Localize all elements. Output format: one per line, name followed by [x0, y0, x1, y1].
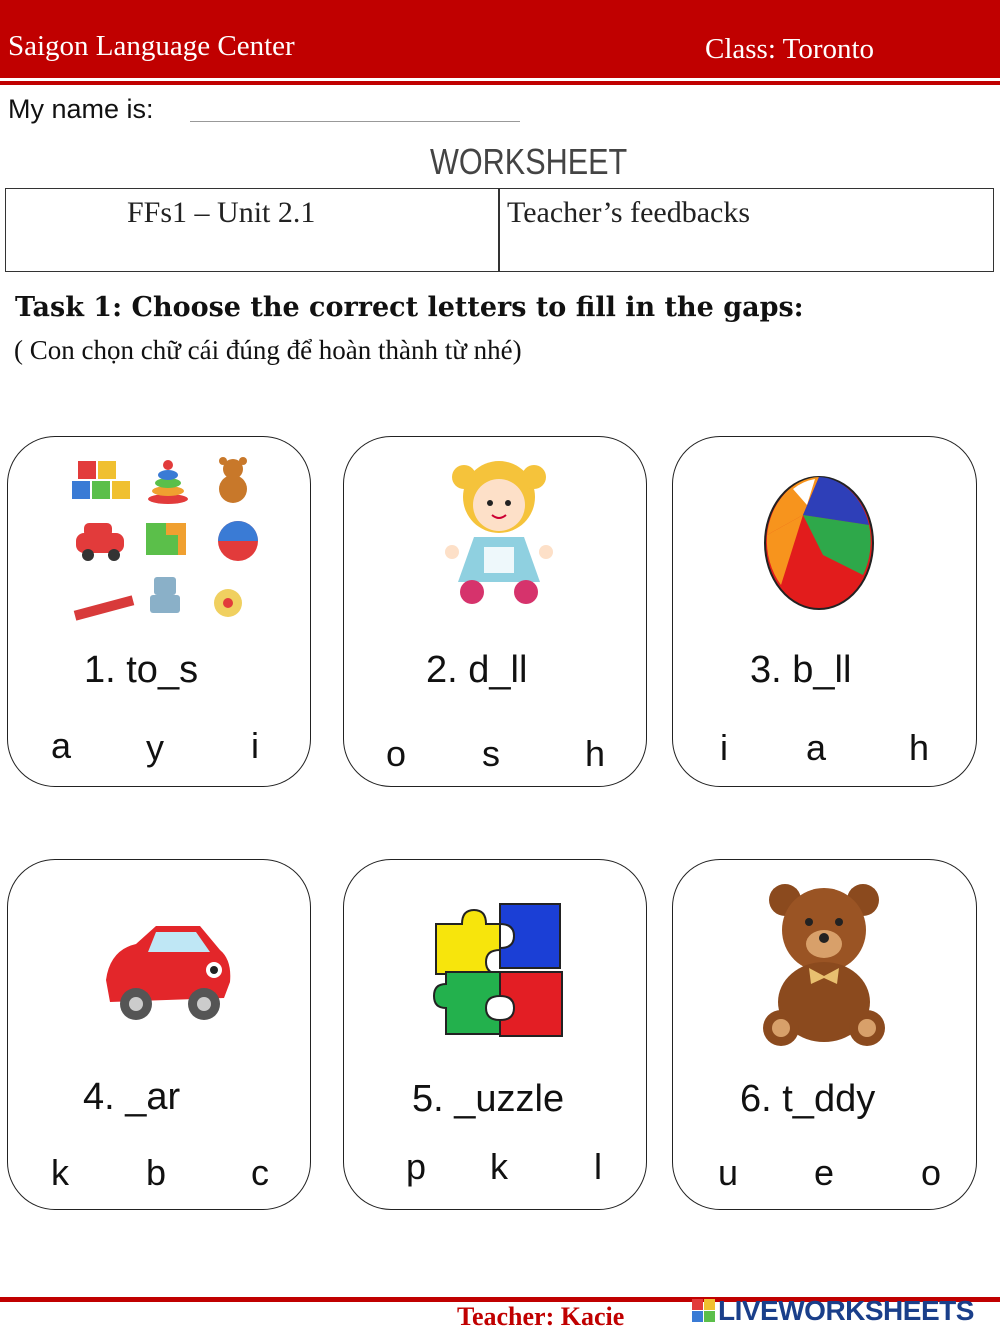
option-s[interactable]: s: [482, 733, 500, 774]
option-a[interactable]: a: [806, 727, 827, 768]
card-teddy: [672, 859, 977, 1210]
option-c[interactable]: c: [251, 1152, 269, 1193]
puzzle-icon: [432, 900, 568, 1040]
car-icon: [96, 920, 236, 1030]
option-i[interactable]: i: [720, 727, 728, 768]
option-u[interactable]: u: [718, 1152, 739, 1193]
doll-icon: [444, 447, 554, 607]
teddy-bear-icon: [759, 880, 889, 1052]
class-label: Class: Toronto: [705, 33, 875, 65]
worksheet-title: WORKSHEET: [430, 141, 628, 182]
option-b[interactable]: b: [146, 1152, 167, 1193]
task-title: Task 1: Choose the correct letters to fill in the gaps:: [15, 292, 804, 323]
teacher-name: Teacher: Kacie: [457, 1302, 625, 1331]
task-subtitle: ( Con chọn chữ cái đúng để hoàn thành từ nhé): [14, 335, 522, 365]
ball-icon: [763, 475, 875, 611]
option-h[interactable]: h: [909, 727, 930, 768]
word-5: 5. _uzzle: [412, 1078, 565, 1120]
header-bar: [0, 0, 1000, 78]
info-table-divider: [498, 188, 500, 272]
liveworksheets-logo-icon: [692, 1299, 716, 1323]
option-k[interactable]: k: [490, 1146, 508, 1187]
card-toys: [7, 436, 311, 787]
card-puzzle: [343, 859, 647, 1210]
option-o[interactable]: o: [921, 1152, 942, 1193]
card-doll: [343, 436, 647, 787]
school-name: Saigon Language Center: [8, 30, 295, 62]
brand-name: LIVEWORKSHEETS: [718, 1295, 974, 1326]
option-p[interactable]: p: [406, 1146, 427, 1187]
header-divider: [0, 81, 1000, 85]
word-4: 4. _ar: [83, 1076, 181, 1118]
option-o[interactable]: o: [386, 733, 407, 774]
word-6: 6. t_ddy: [740, 1078, 876, 1120]
option-k[interactable]: k: [51, 1152, 69, 1193]
option-i[interactable]: i: [251, 725, 259, 766]
card-ball: [672, 436, 977, 787]
word-2: 2. d_ll: [426, 649, 528, 691]
word-1: 1. to_s: [84, 649, 199, 691]
toys-collection-icon: [68, 453, 258, 623]
feedback-label: Teacher’s feedbacks: [507, 196, 751, 229]
unit-label: FFs1 – Unit 2.1: [127, 196, 316, 229]
option-l[interactable]: l: [594, 1146, 602, 1187]
name-input-line[interactable]: [190, 121, 520, 122]
card-car: [7, 859, 311, 1210]
option-h[interactable]: h: [585, 733, 606, 774]
name-label: My name is:: [8, 94, 154, 124]
option-y[interactable]: y: [146, 727, 164, 768]
option-e[interactable]: e: [814, 1152, 835, 1193]
word-3: 3. b_ll: [750, 649, 852, 691]
option-a[interactable]: a: [51, 725, 72, 766]
